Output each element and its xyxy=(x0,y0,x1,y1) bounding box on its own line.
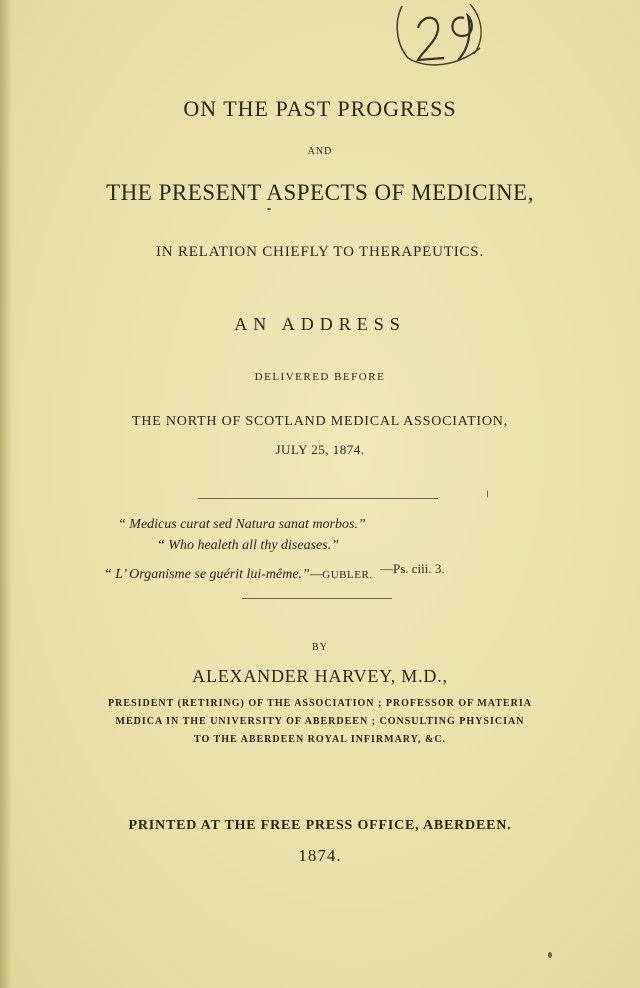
paper-speck xyxy=(487,490,488,498)
epigraph-quote-2-source: —Ps. ciii. 3. xyxy=(380,561,445,576)
title-line-2: THE PRESENT ASPECTS OF MEDICINE, xyxy=(106,180,534,205)
by-label: BY xyxy=(312,642,328,653)
epigraph-quote-2: “ Who healeth all thy diseases.” xyxy=(157,538,339,553)
author-credentials-3: TO THE ABERDEEN ROYAL INFIRMARY, &C. xyxy=(193,734,447,745)
delivered-before: DELIVERED BEFORE xyxy=(254,371,386,383)
epigraph-quote-1: “ Medicus curat sed Natura sanat morbos.” xyxy=(118,517,366,532)
divider-top xyxy=(198,498,438,499)
address-heading: AN ADDRESS xyxy=(234,314,406,334)
title-and: AND xyxy=(307,146,333,157)
author-credentials-2: MEDICA IN THE UNIVERSITY OF ABERDEEN ; CONSULTING PHYSICIAN xyxy=(115,716,525,727)
address-date: JULY 25, 1874. xyxy=(275,442,365,457)
title-line-1: ON THE PAST PROGRESS xyxy=(183,96,457,121)
publication-year: 1874. xyxy=(298,846,342,865)
paper-speck xyxy=(267,208,271,210)
association-name: THE NORTH OF SCOTLAND MEDICAL ASSOCIATION, xyxy=(131,414,509,429)
author-credentials-1: PRESIDENT (RETIRING) OF THE ASSOCIATION ; PROFESSOR OF MATERIA xyxy=(108,698,532,709)
epigraph-quote-3-author: GUBLER. xyxy=(322,569,373,581)
handwritten-number-stamp-icon xyxy=(388,0,488,72)
epigraph-quote-3 xyxy=(104,567,373,583)
epigraph-quote-3-text: “ L’ Organisme se guérit lui-même.”— xyxy=(104,567,323,582)
title-line-3: IN RELATION CHIEFLY TO THERAPEUTICS. xyxy=(156,244,484,260)
printer-imprint: PRINTED AT THE FREE PRESS OFFICE, ABERDEEN. xyxy=(128,818,512,833)
paper-speck xyxy=(548,952,552,958)
author-name: ALEXANDER HARVEY, M.D., xyxy=(192,666,448,686)
divider-bottom xyxy=(242,598,392,599)
